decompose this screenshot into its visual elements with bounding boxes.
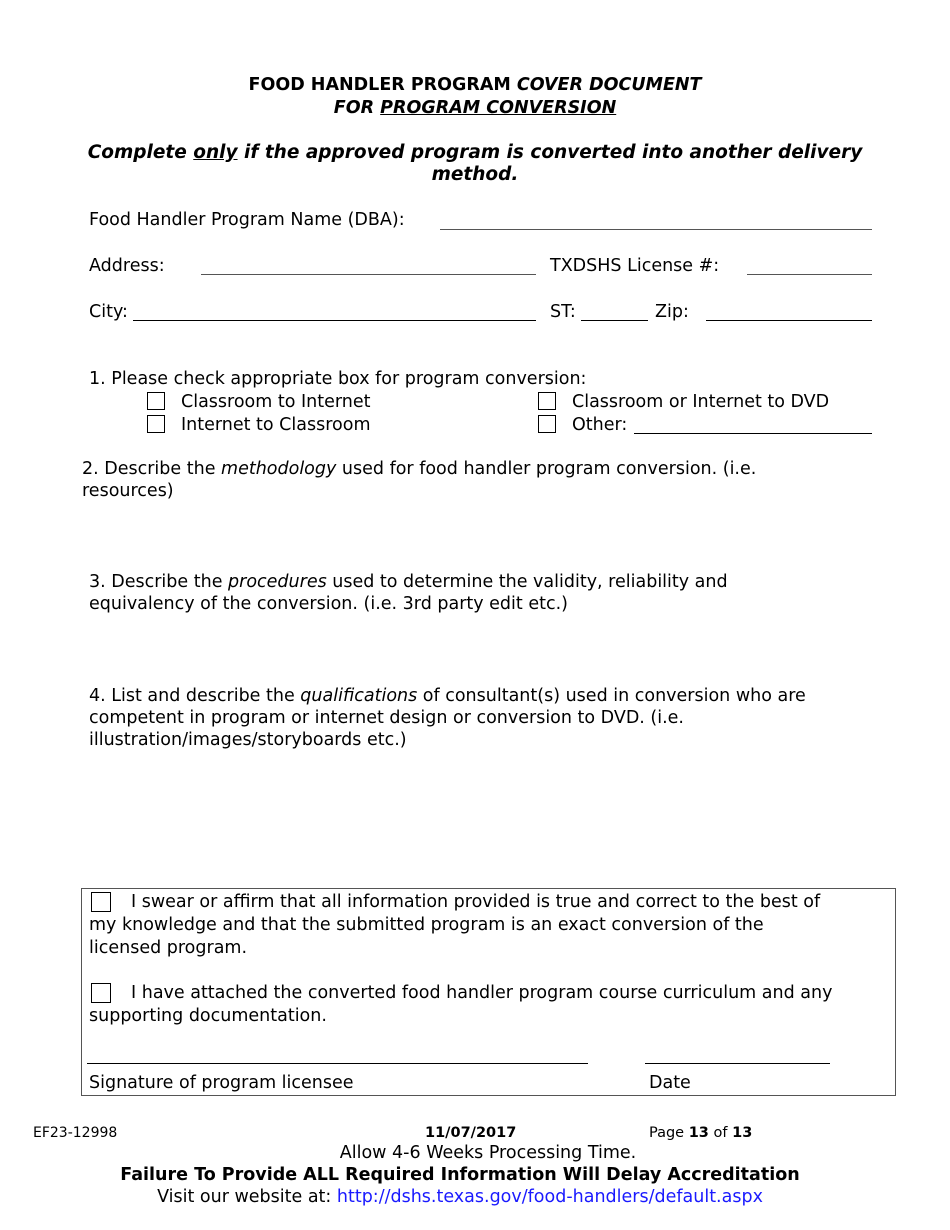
option-internet-to-classroom: Internet to Classroom [181,415,371,435]
q4-text: 4. List and describe the qualifications of consultant(s) used in conversion who are competent in program or internet design or conversion to DVD. (i.e. illustration/images/storyboards etc.) [89,686,806,750]
other-field[interactable] [634,433,872,434]
subtitle-plain: FOR [333,98,381,118]
website-link[interactable]: http://dshs.texas.gov/food-handlers/default.aspx [336,1187,763,1207]
instruction-only: only [193,142,238,163]
title-italic: COVER DOCUMENT [516,75,702,95]
q2-emphasis: methodology [221,459,337,479]
option-classroom-or-internet-to-dvd: Classroom or Internet to DVD [572,392,830,412]
attach-line2: supporting documentation. [89,1006,327,1026]
processing-time: Allow 4-6 Weeks Processing Time. [339,1143,637,1163]
program-name-field[interactable] [440,229,872,230]
st-field[interactable] [581,320,648,321]
option-classroom-to-internet: Classroom to Internet [181,392,371,412]
swear-line2: my knowledge and that the submitted program is an exact conversion of the [89,915,764,935]
city-label: City: [89,302,128,322]
option-other: Other: [572,415,628,435]
document-title [0,74,950,96]
checkbox-swear-affirm[interactable] [91,892,111,912]
q3-emphasis: procedures [228,572,327,592]
checkbox-internet-to-classroom[interactable] [147,415,165,433]
warning-text: Failure To Provide ALL Required Information Will Delay Accreditation [120,1165,800,1185]
website-line [0,1186,920,1208]
program-name-label: Food Handler Program Name (DBA): [89,210,405,230]
address-field[interactable] [201,274,536,275]
signature-label: Signature of program licensee [89,1073,354,1093]
instruction-line2: method. [431,164,519,185]
document-subtitle [0,97,950,119]
st-label: ST: [550,302,576,322]
zip-label: Zip: [655,302,689,322]
q2-text: 2. Describe the methodology used for food handler program conversion. (i.e. resources) [82,459,757,501]
checkbox-classroom-to-internet[interactable] [147,392,165,410]
visit-label: Visit our website at: [157,1187,337,1207]
checkbox-classroom-or-internet-to-dvd[interactable] [538,392,556,410]
checkbox-other[interactable] [538,415,556,433]
address-label: Address: [89,256,165,276]
city-field[interactable] [133,320,536,321]
signature-field[interactable] [87,1063,588,1064]
form-date: 11/07/2017 [425,1125,517,1141]
swear-line1: I swear or affirm that all information provided is true and correct to the best of [131,892,821,912]
license-field[interactable] [747,274,872,275]
q3-text: 3. Describe the procedures used to determine the validity, reliability and equivalency of the conversion. (i.e. 3rd party edit etc.) [89,572,728,614]
subtitle-underline: PROGRAM CONVERSION [380,98,617,118]
q1-prompt: 1. Please check appropriate box for program conversion: [89,369,587,389]
title-plain: FOOD HANDLER PROGRAM [248,75,517,95]
instruction-line1: Complete only if the approved program is converted into another delivery [87,142,863,163]
q4-emphasis: qualifications [300,686,418,706]
swear-line3: licensed program. [89,938,248,958]
form-id: EF23-12998 [33,1125,118,1141]
zip-field[interactable] [706,320,872,321]
checkbox-attached-curriculum[interactable] [91,983,111,1003]
page-number: Page 13 of 13 [649,1125,753,1141]
license-label: TXDSHS License #: [550,256,720,276]
attach-line1: I have attached the converted food handler program course curriculum and any [131,983,833,1003]
date-field[interactable] [645,1063,830,1064]
date-label: Date [649,1073,691,1093]
